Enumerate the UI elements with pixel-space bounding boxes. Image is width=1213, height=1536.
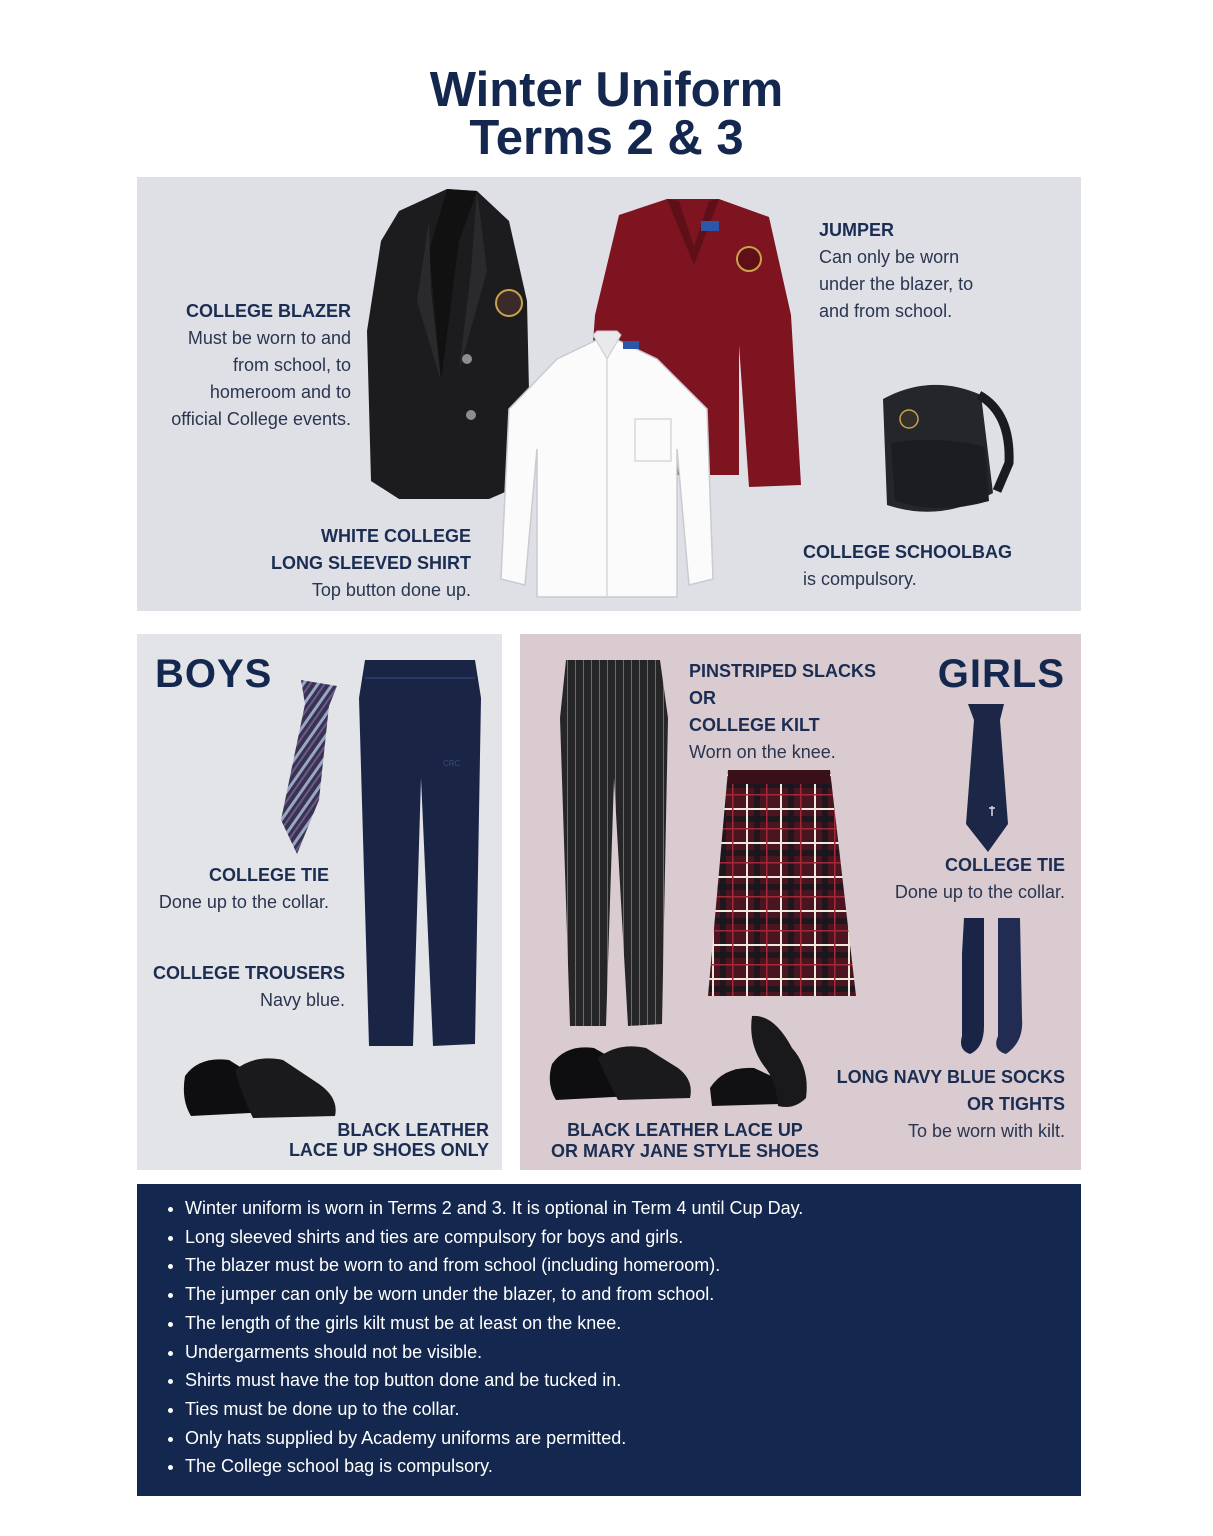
rule-item: • The blazer must be worn to and from school (including homeroom). <box>185 1251 803 1280</box>
girls-uniform-panel <box>520 634 1081 1170</box>
uniform-rules-panel <box>137 1184 1081 1496</box>
boys-tie-heading: COLLEGE TIE <box>208 865 329 885</box>
rule-item: • Shirts must have the top button done and be tucked in. <box>185 1366 803 1395</box>
blazer-label <box>131 298 351 433</box>
girls-shoes-heading-1: BLACK LEATHER LACE UP <box>567 1120 803 1140</box>
girls-shoes-heading-2: OR MARY JANE STYLE SHOES <box>550 1141 820 1161</box>
boys-tie-label <box>129 862 329 916</box>
page-title-line-2: Terms 2 & 3 <box>469 111 744 165</box>
boys-shoes-label <box>259 1120 489 1160</box>
rule-item: • The length of the girls kilt must be at least on the knee. <box>185 1309 803 1338</box>
rule-item: • Undergarments should not be visible. <box>185 1338 803 1367</box>
socks-heading-2: OR TIGHTS <box>967 1094 1065 1114</box>
boys-tie-desc: Done up to the collar. <box>158 892 329 912</box>
slacks-heading-1: PINSTRIPED SLACKS <box>689 661 877 681</box>
boys-shoes-image <box>179 1050 345 1124</box>
trouser-crest-text: CRC <box>443 759 461 768</box>
rule-item: • Long sleeved shirts and ties are compulsory for boys and girls. <box>185 1223 803 1252</box>
slacks-desc: Worn on the knee. <box>689 742 836 762</box>
jumper-label <box>819 217 1039 325</box>
boys-shoes-heading-1: BLACK LEATHER <box>337 1120 489 1140</box>
rule-item: • Ties must be done up to the collar. <box>185 1395 803 1424</box>
rule-item: • The College school bag is compulsory. <box>185 1452 803 1481</box>
slacks-kilt-label <box>689 658 929 766</box>
girls-tie-label <box>845 852 1065 906</box>
navy-socks-image <box>958 914 1030 1058</box>
boys-shoes-heading-2: LACE UP SHOES ONLY <box>288 1140 489 1160</box>
shirt-heading-1: WHITE COLLEGE <box>321 526 471 546</box>
blazer-heading: COLLEGE BLAZER <box>186 301 351 321</box>
blazer-desc-1: Must be worn to and <box>187 328 351 348</box>
college-kilt-image <box>706 768 858 998</box>
girls-tie-desc: Done up to the collar. <box>894 882 1065 902</box>
pinstriped-slacks-image <box>556 658 674 1028</box>
shirt-heading-2: LONG SLEEVED SHIRT <box>270 553 471 573</box>
jumper-desc-1: Can only be worn <box>819 247 960 267</box>
girls-shoes-label <box>540 1120 830 1162</box>
slacks-heading-3: COLLEGE KILT <box>689 715 820 735</box>
socks-heading-1: LONG NAVY BLUE SOCKS <box>836 1067 1065 1087</box>
jumper-desc-2: under the blazer, to <box>819 274 974 294</box>
rule-item: • Only hats supplied by Academy uniforms are permitted. <box>185 1424 803 1453</box>
blazer-desc-3: homeroom and to <box>209 382 351 402</box>
girls-tie-heading: COLLEGE TIE <box>944 855 1065 875</box>
socks-desc: To be worn with kilt. <box>907 1121 1065 1141</box>
slacks-heading-2: OR <box>689 688 716 708</box>
girls-tie-image <box>962 704 1010 854</box>
page-title-line-1: Winter Uniform <box>429 63 784 117</box>
page-title <box>0 63 1213 165</box>
boys-trousers-desc: Navy blue. <box>259 990 345 1010</box>
blazer-desc-2: from school, to <box>232 355 351 375</box>
rule-item: • The jumper can only be worn under the blazer, to and from school. <box>185 1280 803 1309</box>
schoolbag-image <box>861 373 1013 529</box>
general-uniform-panel <box>137 177 1081 611</box>
boys-title: BOYS <box>155 652 273 696</box>
girls-shoes-image <box>548 1014 828 1114</box>
boys-uniform-panel <box>137 634 502 1170</box>
schoolbag-label <box>803 539 1043 593</box>
schoolbag-desc: is compulsory. <box>803 569 917 589</box>
schoolbag-heading: COLLEGE SCHOOLBAG <box>803 542 1013 562</box>
blazer-desc-4: official College events. <box>171 409 351 429</box>
white-shirt-image <box>497 329 717 597</box>
girls-title: GIRLS <box>937 652 1065 696</box>
boys-tie-image <box>275 680 347 856</box>
boys-trousers-image <box>357 658 483 1050</box>
jumper-heading: JUMPER <box>819 220 895 240</box>
shirt-label <box>231 523 471 604</box>
rule-item: • Winter uniform is worn in Terms 2 and 3. It is optional in Term 4 until Cup Day. <box>185 1194 803 1223</box>
jumper-desc-3: and from school. <box>819 301 953 321</box>
boys-trousers-heading: COLLEGE TROUSERS <box>152 963 345 983</box>
boys-trousers-label <box>135 960 345 1014</box>
socks-label <box>825 1064 1065 1145</box>
uniform-rules-list <box>163 1194 803 1481</box>
shirt-desc: Top button done up. <box>311 580 471 600</box>
